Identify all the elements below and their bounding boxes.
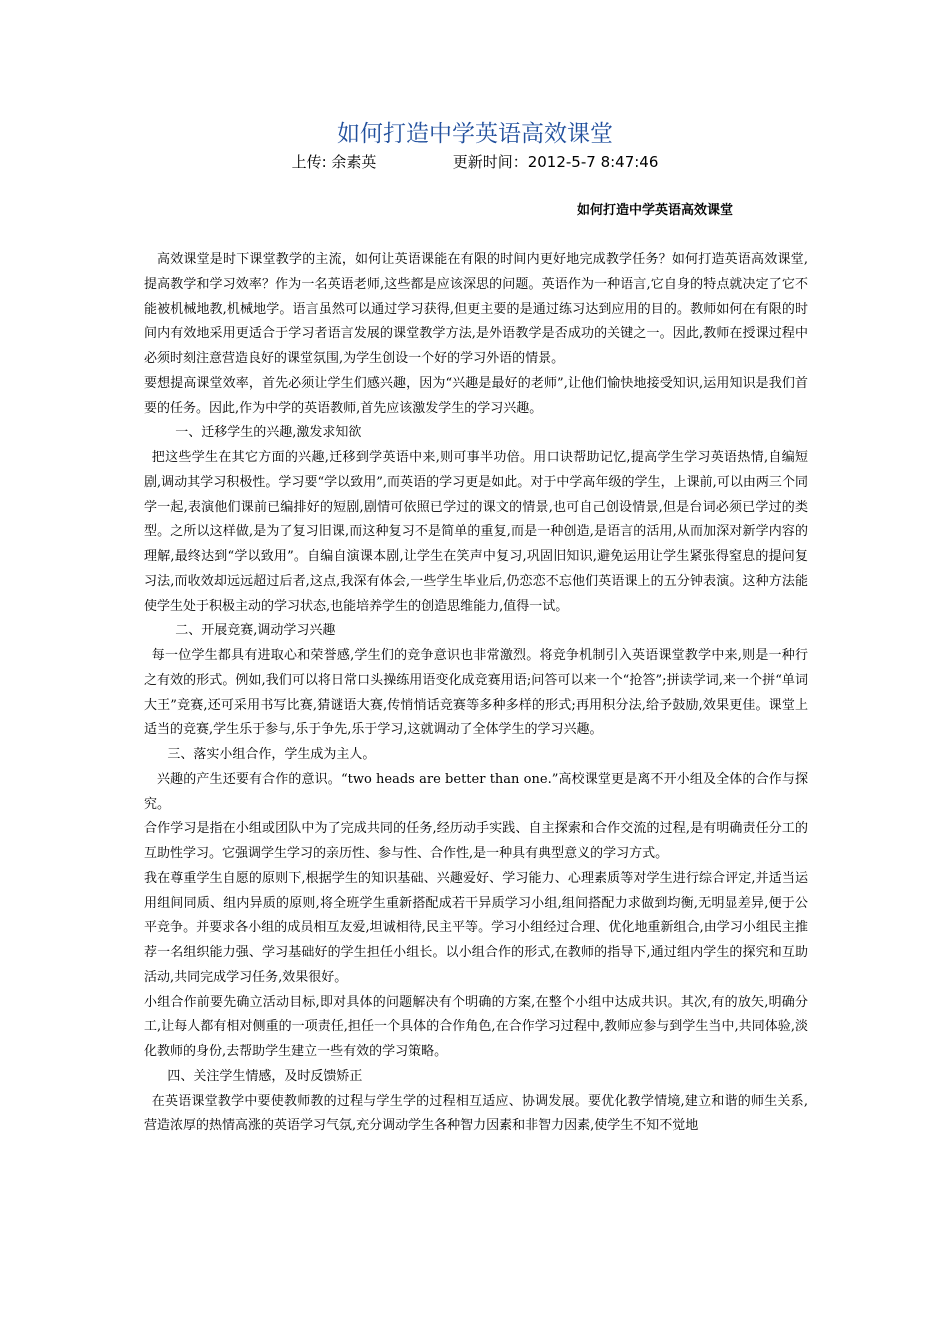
document-meta <box>0 151 950 173</box>
section-heading: 四、关注学生情感，及时反馈矫正 <box>167 1068 363 1084</box>
paragraph: 在英语课堂教学中要使教师教的过程与学生学的过程相互适应、协调发展。要优化教学情境,建立和谐的师生关系,营造浓厚的热情高涨的英语学习气氛,充分调动学生各种智力因素和非智力因素,使学生不知不觉地 <box>144 1093 808 1134</box>
article-body <box>144 248 808 1139</box>
page-title: 如何打造中学英语高效课堂 <box>337 121 613 147</box>
paragraph: 兴趣的产生还要有合作的意识。“two heads are better than one.”高校课堂更是离不开小组及全体的合作与探究。 <box>144 771 808 812</box>
section-heading: 二、开展竞赛,调动学习兴趣 <box>175 623 336 639</box>
meta-gap <box>376 153 452 171</box>
paragraph: 小组合作前要先确立活动目标,即对具体的问题解决有个明确的方案,在整个小组中达成共识。其次,有的放矢,明确分工,让每人都有相对侧重的一项责任,担任一个具体的合作角色,在合作学习过程中,教师应参与到学生当中,共同体验,淡化教师的身份,去帮助学生建立一些有效的学习策略。 <box>144 994 808 1059</box>
section-heading: 三、落实小组合作，学生成为主人。 <box>167 747 376 762</box>
paragraph: 高效课堂是时下课堂教学的主流，如何让英语课能在有限的时间内更好地完成教学任务？如何打造英语高效课堂,提高教学和学习效率？作为一名英语老师,这些都是应该深思的问题。英语作为一种语言,它自身的特点就决定了它不能被机械地教,机械地学。语言虽然可以通过学习获得,但更主要的是通过练习达到应用的目的。教师如何在有限的时间内有效地采用更适合于学习者语言发展的课堂教学方法,是外语教学是否成功的关键之一。因此,教师在授课过程中必须时刻注意营造良好的课堂氛围,为学生创设一个好的学习外语的情景。 <box>144 252 808 366</box>
uploader-label: 上传: 余素英 <box>291 153 377 171</box>
paragraph: 把这些学生在其它方面的兴趣,迁移到学英语中来,则可事半功倍。用口诀帮助记忆,提高学生学习英语热情,自编短剧,调动其学习积极性。学习要“学以致用”,而英语的学习更是如此。对于中学高年级的学生，上课前,可以由两三个同学一起,表演他们课前已编排好的短剧,剧情可依照已学过的课文的情景,也可自己创设情景,但是台词必须已学过的类型。之所以这样做,是为了复习旧课,而这种复习不是简单的重复,而是一种创造,是语言的活用,从而加深对新学内容的理解,最终达到“学以致用”。自编自演课本剧,让学生在笑声中复习,巩固旧知识,避免运用让学生紧张得窒息的提问复习法,而收效却远远超过后者,这点,我深有体会,一些学生毕业后,仍恋恋不忘他们英语课上的五分钟表演。这种方法能使学生处于积极主动的学习状态,也能培养学生的创造思维能力,值得一试。 <box>144 450 808 614</box>
article-subtitle: 如何打造中学英语高效课堂 <box>577 203 734 218</box>
paragraph: 要想提高课堂效率，首先必须让学生们感兴趣，因为“兴趣是最好的老师”,让他们愉快地接受知识,运用知识是我们首要的任务。因此,作为中学的英语教师,首先应该激发学生的学习兴趣。 <box>144 375 808 416</box>
paragraph: 合作学习是指在小组或团队中为了完成共同的任务,经历动手实践、自主探索和合作交流的过程,是有明确责任分工的互助性学习。它强调学生学习的亲历性、参与性、合作性,是一种具有典型意义的学习方式。 <box>144 821 808 861</box>
updated-time-label: 更新时间：2012-5-7 8:47:46 <box>452 153 659 171</box>
paragraph: 我在尊重学生自愿的原则下,根据学生的知识基础、兴趣爱好、学习能力、心理素质等对学生进行综合评定,并适当运用组间同质、组内异质的原则,将全班学生重新搭配成若干异质学习小组,组间搭配力求做到均衡,无明显差异,便于公平竞争。并要求各小组的成员相互友爱,坦诚相待,民主平等。学习小组经过合理、优化地重新组合,由学习小组民主推荐一名组织能力强、学习基础好的学生担任小组长。以小组合作的形式,在教师的指导下,通过组内学生的探究和互助活动,共同完成学习任务,效果很好。 <box>144 870 808 985</box>
paragraph: 每一位学生都具有进取心和荣誉感,学生们的竞争意识也非常激烈。将竞争机制引入英语课堂教学中来,则是一种行之有效的形式。例如,我们可以将日常口头操练用语变化成竞赛用语;问答可以来一个“抢答”;拼读学词,来一个拼“单词大王”竞赛,还可采用书写比赛,猜谜语大赛,传悄悄话竞赛等多种多样的形式;再用积分法,给予鼓励,效果更佳。课堂上适当的竞赛,学生乐于参与,乐于争先,乐于学习,这就调动了全体学生的学习兴趣。 <box>144 648 808 738</box>
section-heading: 一、迁移学生的兴趣,激发求知欲 <box>175 425 362 441</box>
